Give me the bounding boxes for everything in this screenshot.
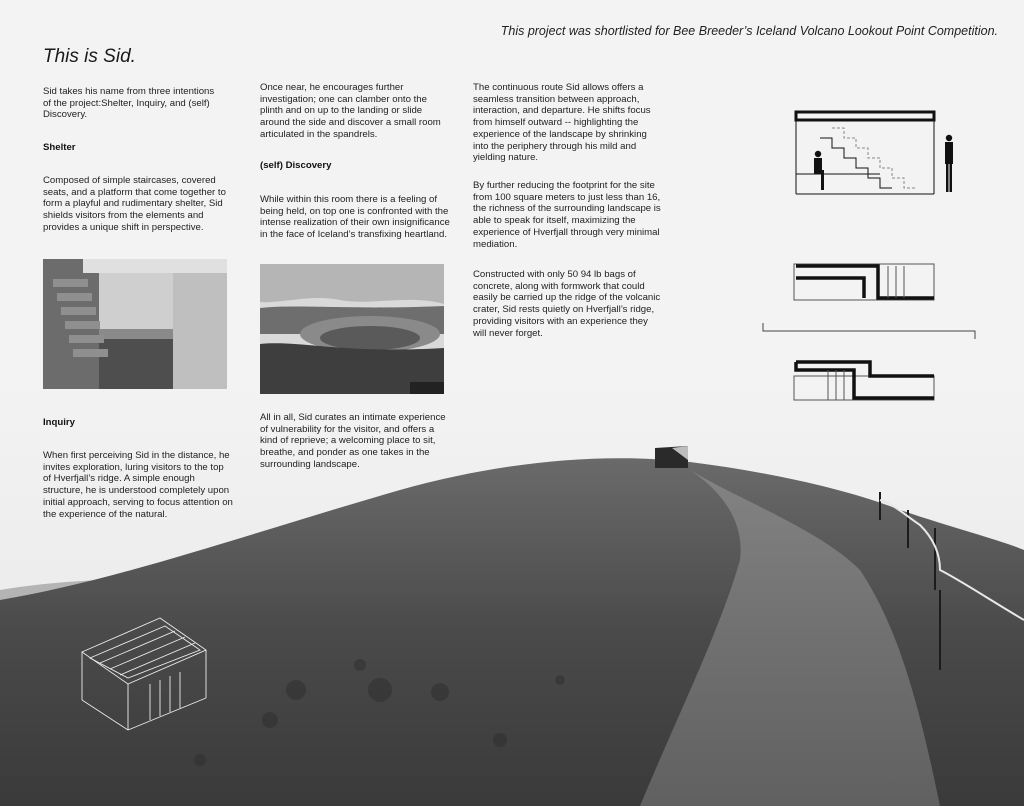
crater-photo <box>260 264 444 394</box>
construction-paragraph: Constructed with only 50 94 lb bags of concrete, along with formwork that could easily be carried up the ridge of the volcanic crater, Sid rests quietly on Hverfjall’s ridge, providing visitors with an experience they will never forget. <box>473 269 661 339</box>
discovery-heading: (self) Discovery <box>260 160 332 171</box>
drawing-divider <box>762 322 976 342</box>
near-paragraph: Once near, he encourages further investigation; one can clamber onto the plinth and on up to the landing or slide around the side and discover a small room articulated in the spandrels. <box>260 82 441 140</box>
page-title: This is Sid. <box>43 46 136 67</box>
discovery-paragraph: While within this room there is a feeling of being held, on top one is confronted with the intense realization of their own insignificance in the face of Iceland’s transfixing heartland. <box>260 194 450 241</box>
section-drawing <box>790 108 970 200</box>
plan-drawing-upper <box>792 262 936 302</box>
shelter-photo <box>43 259 227 389</box>
inquiry-paragraph: When first perceiving Sid in the distance, he invites exploration, luring visitors to the top of Hverfjall’s ridge. A simple enough structure, he is understood completely upon initial approach, serving to focus attention on the experience of the natural. <box>43 450 233 520</box>
footprint-paragraph: By further reducing the footprint for the site from 100 square meters to just less than 16, the richness of the surrounding landscape is able to speak for itself, maximizing the experience of Hverfjall through very minimal mediation. <box>473 180 661 250</box>
intro-paragraph: Sid takes his name from three intentions of the project:Shelter, Inquiry, and (self) Discovery. <box>43 86 215 121</box>
shelter-heading: Shelter <box>43 142 76 153</box>
plan-drawing-lower <box>792 358 936 402</box>
route-paragraph: The continuous route Sid allows offers a seamless transition between approach, interaction, and departure. He shifts focus from himself outward -- highlighting the experience of the landscape by shrinking into the periphery through his mild and yielding nature. <box>473 82 651 164</box>
shelter-paragraph: Composed of simple staircases, covered seats, and a platform that come together to form a playful and rudimentary shelter, Sid shields visitors from the elements and provides a unique shift in perspective. <box>43 175 226 233</box>
volcano-ridge-photo <box>0 380 1024 806</box>
inquiry-heading: Inquiry <box>43 417 75 428</box>
competition-note: This project was shortlisted for Bee Breeder’s Iceland Volcano Lookout Point Competition. <box>500 24 998 38</box>
all-in-all-paragraph: All in all, Sid curates an intimate experience of vulnerability for the visitor, and offers a kind of reprieve; a welcoming place to sit, breathe, and ponder as one takes in the surrounding landscape. <box>260 412 446 470</box>
